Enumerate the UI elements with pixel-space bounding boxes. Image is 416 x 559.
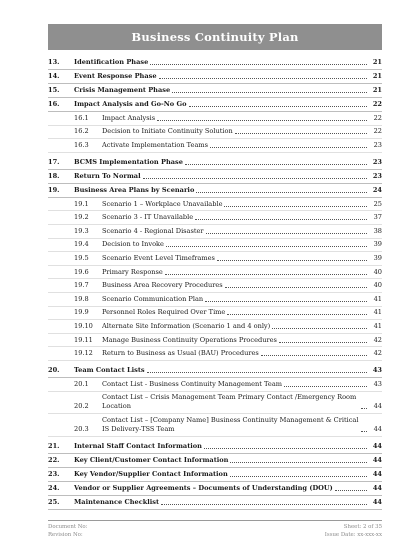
toc-entry[interactable] <box>48 184 382 198</box>
toc-entry-title-wrap <box>102 295 368 304</box>
toc-entry-title-wrap <box>74 484 368 493</box>
toc-entry-title: Event Response Phase <box>74 72 157 80</box>
toc-entry-number: 19.7 <box>74 281 89 290</box>
toc-entry-title: Scenario 4 - Regional Disaster <box>102 226 204 235</box>
dot-leader <box>210 146 367 148</box>
page-footer <box>48 520 382 539</box>
toc-entry[interactable] <box>48 70 382 84</box>
footer-left <box>48 524 88 539</box>
toc-subentry[interactable] <box>48 347 382 361</box>
toc-entry-title: Return To Normal <box>74 171 141 180</box>
toc-entry-title-wrap <box>102 380 368 389</box>
toc-entry-number: 19.12 <box>74 349 93 358</box>
toc-subentry[interactable] <box>48 198 382 212</box>
dot-leader <box>196 191 367 193</box>
toc-entry-title: Team Contact Lists <box>74 365 145 374</box>
toc-subentry[interactable] <box>48 378 382 392</box>
toc-entry-number: 19.11 <box>74 335 93 344</box>
dot-leader <box>189 105 367 107</box>
toc-subentry[interactable] <box>48 392 382 415</box>
toc-entry-page: 37 <box>373 213 382 222</box>
toc-entry-title: Vendor or Supplier Agreements – Documents of Understanding (DOU) <box>74 483 333 492</box>
document-number-label: Document No: <box>48 524 88 530</box>
toc-subentry[interactable] <box>48 211 382 225</box>
dot-leader <box>204 447 367 449</box>
toc-entry-number: 20.2 <box>74 402 89 411</box>
toc-entry[interactable] <box>48 482 382 496</box>
toc-entry-page: 42 <box>373 349 382 358</box>
toc-subentry[interactable] <box>48 225 382 239</box>
toc-entry[interactable] <box>48 454 382 468</box>
toc-entry-number: 19.4 <box>74 240 89 249</box>
toc-entry-title: Scenario 3 - IT Unavailable <box>102 213 194 222</box>
sheet-number: Sheet: 2 of 35 <box>343 524 382 530</box>
toc-entry-page: 43 <box>373 379 382 388</box>
toc-entry-title-wrap <box>102 127 368 136</box>
toc-subentry[interactable] <box>48 252 382 266</box>
toc-entry-title: Manage Business Continuity Operations Procedures <box>102 335 277 344</box>
toc-entry-title: Contact List – Crisis Management Team Primary Contact /Emergency Room Location <box>102 393 357 411</box>
toc-entry-title-wrap <box>102 200 368 209</box>
dot-leader <box>157 119 367 121</box>
toc-entry-title-wrap <box>74 158 368 167</box>
dot-leader <box>230 475 367 477</box>
toc-entry-page: 23 <box>372 171 382 180</box>
toc-entry-number: 13. <box>48 58 60 66</box>
toc-entry-title-wrap <box>74 186 368 195</box>
dot-leader <box>335 489 367 491</box>
toc-entry-number: 19.9 <box>74 308 89 317</box>
toc-entry-page: 24 <box>372 185 382 194</box>
toc-entry-number: 16.2 <box>74 127 89 136</box>
table-of-contents <box>48 56 382 510</box>
dot-leader <box>143 177 367 179</box>
toc-entry-title: Scenario Communication Plan <box>102 294 204 303</box>
toc-entry[interactable] <box>48 56 382 70</box>
toc-entry-page: 40 <box>373 267 382 276</box>
toc-entry[interactable] <box>48 98 382 112</box>
toc-entry-title: Return to Business as Usual (BAU) Procedures <box>102 349 259 358</box>
toc-entry-page: 23 <box>373 140 382 149</box>
toc-entry-number: 19.8 <box>74 294 89 303</box>
toc-entry-title: Contact List – [Company Name] Business Continuity Management & Critical IS Delivery-TSS Team <box>102 415 359 433</box>
toc-entry-title: Primary Response <box>102 267 163 276</box>
toc-entry-number: 16. <box>48 100 60 108</box>
toc-entry-page: 21 <box>372 86 382 94</box>
toc-entry-title: Scenario 1 – Workplace Unavailable <box>102 199 223 208</box>
toc-entry-title-wrap <box>102 213 368 222</box>
toc-entry-title: Activate Implementation Teams <box>102 140 209 149</box>
toc-entry-page: 41 <box>373 321 382 330</box>
dot-leader <box>195 218 367 220</box>
toc-subentry[interactable] <box>48 320 382 334</box>
page-title: Business Continuity Plan <box>131 30 299 44</box>
toc-entry-title-wrap <box>74 72 368 81</box>
toc-entry-title-wrap <box>102 322 368 331</box>
issue-date: Issue Date: xx-xxx-xx <box>324 531 382 538</box>
revision-number-label: Revision No: <box>48 531 83 538</box>
toc-entry-number: 19. <box>48 185 60 194</box>
toc-entry-title: Key Client/Customer Contact Information <box>74 455 229 464</box>
toc-entry-title: BCMS Implementation Phase <box>74 157 183 166</box>
toc-entry[interactable] <box>48 364 382 378</box>
toc-entry-number: 19.2 <box>74 213 89 222</box>
toc-entry-title: Personnel Roles Required Over Time <box>102 308 226 317</box>
toc-entry-number: 19.1 <box>74 199 89 208</box>
dot-leader <box>161 503 367 505</box>
toc-subentry[interactable] <box>48 414 382 437</box>
toc-entry-number: 16.1 <box>74 113 89 122</box>
dot-leader <box>361 407 367 409</box>
toc-entry-page: 38 <box>373 226 382 235</box>
toc-entry-number: 14. <box>48 72 60 80</box>
dot-leader <box>205 300 367 302</box>
toc-entry-page: 22 <box>372 100 382 108</box>
toc-entry-title-wrap <box>74 86 368 95</box>
toc-entry-page: 21 <box>372 72 382 80</box>
toc-entry-page: 25 <box>373 199 382 208</box>
toc-entry-title-wrap <box>74 470 368 479</box>
toc-entry-title: Identification Phase <box>74 58 149 66</box>
toc-subentry[interactable] <box>48 112 382 126</box>
toc-entry-title-wrap <box>102 268 368 277</box>
toc-subentry[interactable] <box>48 293 382 307</box>
toc-entry-number: 20. <box>48 365 60 374</box>
toc-entry-number: 25. <box>48 497 60 506</box>
page-title-banner <box>48 24 382 50</box>
toc-subentry[interactable] <box>48 334 382 348</box>
toc-entry-number: 19.5 <box>74 253 89 262</box>
toc-entry-number: 22. <box>48 455 60 464</box>
toc-entry-title-wrap <box>102 393 368 411</box>
dot-leader <box>224 205 367 207</box>
toc-entry[interactable] <box>48 468 382 482</box>
dot-leader <box>206 232 367 234</box>
toc-entry-title-wrap <box>74 100 368 109</box>
toc-subentry[interactable] <box>48 307 382 321</box>
toc-entry-title: Business Area Plans by Scenario <box>74 185 195 194</box>
toc-entry-number: 19.3 <box>74 226 89 235</box>
toc-entry-title-wrap <box>74 456 368 465</box>
toc-entry[interactable] <box>48 156 382 170</box>
toc-entry-number: 16.3 <box>74 140 89 149</box>
toc-entry-page: 44 <box>372 455 382 464</box>
toc-subentry[interactable] <box>48 126 382 140</box>
toc-entry-page: 44 <box>373 402 382 411</box>
dot-leader <box>261 354 367 356</box>
toc-entry-title-wrap <box>102 416 368 434</box>
dot-leader <box>235 132 367 134</box>
toc-entry-title-wrap <box>102 281 368 290</box>
toc-entry-title: Contact List - Business Continuity Management Team <box>102 379 283 388</box>
dot-leader <box>172 91 367 93</box>
toc-entry-page: 44 <box>372 441 382 450</box>
toc-entry-page: 39 <box>373 253 382 262</box>
dot-leader <box>147 371 367 373</box>
dot-leader <box>272 327 367 329</box>
toc-entry-title-wrap <box>102 308 368 317</box>
toc-entry-number: 20.3 <box>74 424 89 433</box>
toc-entry-title: Decision to Invoke <box>102 240 164 249</box>
toc-entry-title-wrap <box>74 442 368 451</box>
toc-entry-title-wrap <box>102 349 368 358</box>
toc-entry-page: 44 <box>373 424 382 433</box>
dot-leader <box>225 286 367 288</box>
toc-entry-title: Business Area Recovery Procedures <box>102 281 223 290</box>
toc-subentry[interactable] <box>48 239 382 253</box>
dot-leader <box>361 430 367 432</box>
toc-entry-number: 23. <box>48 469 60 478</box>
dot-leader <box>284 385 367 387</box>
toc-entry-page: 22 <box>373 127 382 136</box>
toc-entry-number: 18. <box>48 171 60 180</box>
toc-entry-page: 44 <box>372 483 382 492</box>
toc-entry-title: Key Vendor/Supplier Contact Information <box>74 469 228 478</box>
dot-leader <box>165 273 367 275</box>
toc-entry-title-wrap <box>74 366 368 375</box>
toc-entry-page: 22 <box>373 113 382 122</box>
toc-entry-page: 43 <box>372 365 382 374</box>
dot-leader <box>159 77 367 79</box>
toc-entry-title-wrap <box>102 254 368 263</box>
toc-entry-title: Impact Analysis <box>102 113 156 122</box>
toc-entry[interactable] <box>48 440 382 454</box>
footer-right <box>325 524 382 539</box>
toc-entry-page: 44 <box>372 497 382 506</box>
toc-entry-title-wrap <box>74 498 368 507</box>
toc-entry-page: 41 <box>373 308 382 317</box>
dot-leader <box>230 461 367 463</box>
dot-leader <box>217 259 367 261</box>
toc-entry-number: 15. <box>48 86 60 94</box>
toc-entry[interactable] <box>48 170 382 184</box>
toc-entry-number: 17. <box>48 157 60 166</box>
dot-leader <box>227 313 367 315</box>
toc-subentry[interactable] <box>48 266 382 280</box>
toc-entry-page: 42 <box>373 335 382 344</box>
toc-entry-title-wrap <box>102 240 368 249</box>
dot-leader <box>185 163 367 165</box>
toc-entry-page: 21 <box>372 58 382 66</box>
toc-entry[interactable] <box>48 496 382 510</box>
toc-entry-number: 21. <box>48 441 60 450</box>
toc-entry-page: 40 <box>373 281 382 290</box>
toc-entry-title-wrap <box>102 114 368 123</box>
toc-entry-title: Decision to Initiate Continuity Solution <box>102 127 233 136</box>
toc-entry-title: Maintenance Checklist <box>74 497 160 506</box>
dot-leader <box>279 341 367 343</box>
toc-entry-page: 44 <box>372 469 382 478</box>
toc-entry-title-wrap <box>102 336 368 345</box>
dot-leader <box>150 63 367 65</box>
toc-entry-number: 19.6 <box>74 267 89 276</box>
toc-entry-title-wrap <box>74 172 368 181</box>
dot-leader <box>166 245 367 247</box>
toc-entry-number: 19.10 <box>74 321 93 330</box>
toc-subentry[interactable] <box>48 139 382 153</box>
toc-entry-page: 39 <box>373 240 382 249</box>
toc-entry-title-wrap <box>102 227 368 236</box>
toc-entry-title: Crisis Management Phase <box>74 86 171 94</box>
toc-entry-title: Internal Staff Contact Information <box>74 441 202 450</box>
toc-entry-number: 24. <box>48 483 60 492</box>
toc-entry-title: Scenario Event Level Timeframes <box>102 253 215 262</box>
toc-entry-title: Impact Analysis and Go-No Go <box>74 100 187 108</box>
toc-entry-page: 41 <box>373 294 382 303</box>
toc-subentry[interactable] <box>48 279 382 293</box>
toc-entry-number: 20.1 <box>74 379 89 388</box>
toc-entry[interactable] <box>48 84 382 98</box>
toc-entry-title-wrap <box>102 141 368 150</box>
toc-entry-title-wrap <box>74 58 368 67</box>
toc-entry-title: Alternate Site Information (Scenario 1 and 4 only) <box>102 321 271 330</box>
toc-entry-page: 23 <box>372 157 382 166</box>
